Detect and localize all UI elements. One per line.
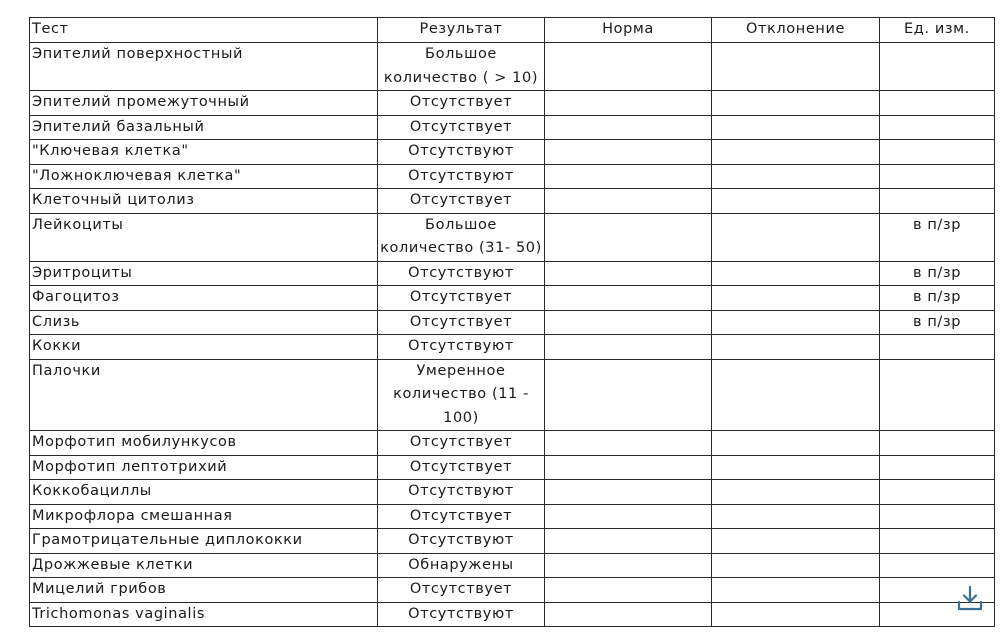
cell-norm [545, 455, 712, 480]
cell-result: Отсутствует [378, 91, 545, 116]
cell-deviation [712, 164, 880, 189]
cell-result: Отсутствует [378, 310, 545, 335]
cell-norm [545, 578, 712, 603]
cell-deviation [712, 189, 880, 214]
table-row [30, 213, 995, 261]
header-row [30, 18, 995, 43]
cell-deviation [712, 213, 880, 261]
cell-test: Мицелий грибов [30, 578, 378, 603]
cell-test: Слизь [30, 310, 378, 335]
cell-unit: в п/зр [880, 310, 995, 335]
cell-result: Отсутствуют [378, 140, 545, 165]
table-row [30, 359, 995, 431]
cell-deviation [712, 91, 880, 116]
table-row [30, 286, 995, 311]
cell-norm [545, 189, 712, 214]
cell-deviation [712, 578, 880, 603]
cell-test: Лейкоциты [30, 213, 378, 261]
cell-result: Большое количество ( > 10) [378, 43, 545, 91]
cell-unit [880, 480, 995, 505]
cell-deviation [712, 529, 880, 554]
header-unit: Ед. изм. [880, 18, 995, 43]
cell-deviation [712, 455, 880, 480]
results-table [29, 17, 995, 627]
cell-result: Умеренное количество (11 - 100) [378, 359, 545, 431]
header-deviation: Отклонение [712, 18, 880, 43]
cell-test: Морфотип мобилункусов [30, 431, 378, 456]
cell-result: Отсутствует [378, 455, 545, 480]
cell-norm [545, 504, 712, 529]
cell-deviation [712, 480, 880, 505]
table-row [30, 261, 995, 286]
cell-result: Отсутствует [378, 189, 545, 214]
cell-test: Микрофлора смешанная [30, 504, 378, 529]
cell-result: Отсутствуют [378, 529, 545, 554]
cell-unit [880, 164, 995, 189]
cell-result: Отсутствует [378, 578, 545, 603]
table-row [30, 310, 995, 335]
table-row [30, 140, 995, 165]
cell-deviation [712, 115, 880, 140]
cell-norm [545, 164, 712, 189]
cell-test: Клеточный цитолиз [30, 189, 378, 214]
cell-unit [880, 504, 995, 529]
cell-norm [545, 91, 712, 116]
cell-unit [880, 553, 995, 578]
cell-result: Отсутствует [378, 504, 545, 529]
cell-unit [880, 455, 995, 480]
cell-deviation [712, 504, 880, 529]
cell-result: Обнаружены [378, 553, 545, 578]
cell-norm [545, 43, 712, 91]
table-row [30, 455, 995, 480]
cell-unit [880, 115, 995, 140]
cell-test: Палочки [30, 359, 378, 431]
cell-result: Отсутствуют [378, 480, 545, 505]
cell-deviation [712, 602, 880, 627]
cell-norm [545, 359, 712, 431]
cell-unit: в п/зр [880, 286, 995, 311]
cell-test: Эпителий поверхностный [30, 43, 378, 91]
cell-test: "Ложноключевая клетка" [30, 164, 378, 189]
table-row [30, 553, 995, 578]
cell-norm [545, 431, 712, 456]
cell-deviation [712, 43, 880, 91]
download-button[interactable] [954, 584, 986, 614]
table-row [30, 115, 995, 140]
cell-norm [545, 115, 712, 140]
cell-deviation [712, 140, 880, 165]
cell-test: Эпителий промежуточный [30, 91, 378, 116]
cell-norm [545, 529, 712, 554]
header-test: Тест [30, 18, 378, 43]
table-row [30, 431, 995, 456]
cell-unit [880, 359, 995, 431]
table-row [30, 164, 995, 189]
cell-norm [545, 553, 712, 578]
cell-norm [545, 213, 712, 261]
cell-test: Фагоцитоз [30, 286, 378, 311]
table-row [30, 480, 995, 505]
table-row [30, 602, 995, 627]
cell-unit [880, 140, 995, 165]
table-row [30, 91, 995, 116]
cell-unit [880, 43, 995, 91]
cell-result: Большое количество (31- 50) [378, 213, 545, 261]
cell-test: Дрожжевые клетки [30, 553, 378, 578]
cell-norm [545, 140, 712, 165]
table-row [30, 335, 995, 360]
cell-result: Отсутствует [378, 431, 545, 456]
cell-deviation [712, 359, 880, 431]
cell-unit: в п/зр [880, 261, 995, 286]
cell-test: Морфотип лептотрихий [30, 455, 378, 480]
cell-test: Эпителий базальный [30, 115, 378, 140]
cell-result: Отсутствуют [378, 261, 545, 286]
cell-unit [880, 91, 995, 116]
cell-test: "Ключевая клетка" [30, 140, 378, 165]
cell-unit: в п/зр [880, 213, 995, 261]
cell-result: Отсутствуют [378, 602, 545, 627]
header-result: Результат [378, 18, 545, 43]
cell-result: Отсутствует [378, 286, 545, 311]
cell-deviation [712, 431, 880, 456]
cell-norm [545, 335, 712, 360]
cell-norm [545, 286, 712, 311]
cell-unit [880, 189, 995, 214]
table-row [30, 578, 995, 603]
cell-norm [545, 480, 712, 505]
table-row [30, 43, 995, 91]
cell-deviation [712, 286, 880, 311]
cell-test: Кокки [30, 335, 378, 360]
cell-test: Эритроциты [30, 261, 378, 286]
table-row [30, 529, 995, 554]
cell-unit [880, 335, 995, 360]
header-norm: Норма [545, 18, 712, 43]
cell-result: Отсутствует [378, 115, 545, 140]
cell-test: Коккобациллы [30, 480, 378, 505]
cell-norm [545, 261, 712, 286]
cell-norm [545, 602, 712, 627]
cell-test: Trichomonas vaginalis [30, 602, 378, 627]
cell-unit [880, 529, 995, 554]
cell-test: Грамотрицательные диплококки [30, 529, 378, 554]
cell-norm [545, 310, 712, 335]
cell-unit [880, 431, 995, 456]
cell-deviation [712, 553, 880, 578]
cell-deviation [712, 335, 880, 360]
download-icon [954, 584, 986, 614]
table-row [30, 504, 995, 529]
cell-deviation [712, 310, 880, 335]
cell-result: Отсутствуют [378, 335, 545, 360]
cell-deviation [712, 261, 880, 286]
table-row [30, 189, 995, 214]
cell-result: Отсутствуют [378, 164, 545, 189]
